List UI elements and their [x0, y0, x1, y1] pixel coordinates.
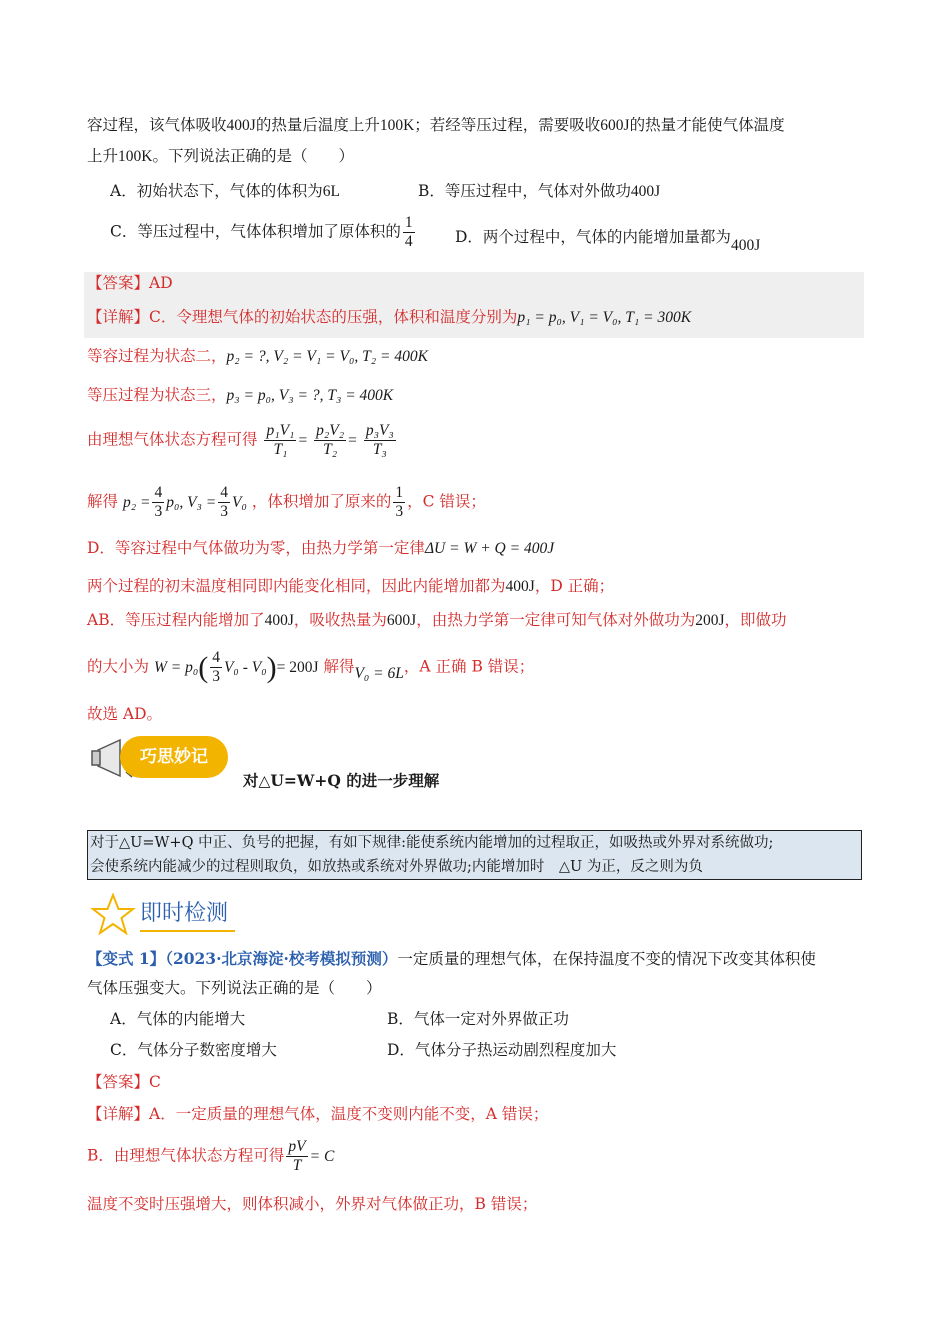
- detail-6: D．等容过程中气体做功为零，由热力学第一定律ΔU = W + Q = 400J: [87, 539, 555, 557]
- q2-detail-1: 【详解】A．一定质量的理想气体，温度不变则内能不变，A 错误；: [87, 1105, 549, 1123]
- detail-8: AB．等压过程内能增加了400J，吸收热量为600J，由热力学第一定律可知气体对外做功为200J，即做功: [87, 611, 787, 629]
- section-underline: [140, 930, 235, 932]
- q2-line-1: 【变式 1】（2023·北京海淀·校考模拟预测）一定质量的理想气体，在保持温度不变的情况下改变其体积使: [87, 949, 816, 968]
- tip-badge: 巧思妙记: [120, 736, 228, 778]
- detail-4: 由理想气体状态方程可得 $\frac{\text{p₁V₁}}{\text{T₁}}$ = $\frac{\text{p₂V₂}}{\text{T₂}}$ = $\frac{\text{p₃V₃}}{\text{T₃}}$: [87, 422, 394, 458]
- q2-option-a: A．气体的内能增大: [110, 1010, 246, 1028]
- option-b: B．等压过程中，气体对外做功400J: [418, 182, 661, 200]
- option-c: C．等压过程中，气体体积增加了原体积的 $\frac{1}{4}$: [110, 214, 413, 250]
- section-title: 即时检测: [140, 901, 229, 926]
- q2-option-d: D．气体分子热运动剧烈程度加大: [387, 1041, 617, 1059]
- answer-2: 【答案】C: [87, 1073, 161, 1091]
- question-line-2: 上升100K。下列说法正确的是（ ）: [87, 147, 354, 165]
- tip-line-1: 对于△U=W+Q 中正、负号的把握，有如下规律:能使系统内能增加的过程取正，如吸热或外界对系统做功;: [90, 835, 774, 851]
- detail-7: 两个过程的初末温度相同即内能变化相同，因此内能增加都为400J，D 正确；: [87, 577, 615, 595]
- tip-box: [87, 830, 862, 880]
- detail-1: 【详解】C．令理想气体的初始状态的压强，体积和温度分别为p₁ = p₀, V₁ = V₀, T₁ = 300K: [87, 308, 692, 326]
- q2-option-b: B．气体一定对外界做正功: [387, 1010, 569, 1028]
- detail-5: 解得 p₂ = $\frac{4}{3}$ p₀, V₃ = $\frac{4}{3}$ V₀ ，体积增加了原来的 $\frac{1}{3}$ ，C 错误；: [87, 484, 486, 520]
- detail-3: 等压过程为状态三，p₃ = p₀, V₃ = ?, T₃ = 400K: [87, 386, 394, 404]
- option-a: A．初始状态下，气体的体积为6L: [110, 182, 340, 200]
- q2-detail-3: 温度不变时压强增大，则体积减小，外界对气体做正功，B 错误；: [87, 1195, 538, 1213]
- option-d: D．两个过程中，气体的内能增加量都为400J: [455, 228, 761, 254]
- star-icon: [90, 893, 136, 937]
- detail-2: 等容过程为状态二，p₂ = ?, V₂ = V₁ = V₀, T₂ = 400K: [87, 347, 428, 365]
- q2-line-2: 气体压强变大。下列说法正确的是（ ）: [87, 979, 382, 997]
- answer-1: 【答案】AD: [87, 274, 173, 292]
- tip-line-2: 会使系统内能减少的过程则取负，如放热或系统对外界做功;内能增加时 △U 为正，反之则为负: [90, 859, 703, 875]
- tip-title: 对△U=W+Q 的进一步理解: [243, 771, 440, 790]
- q2-option-c: C．气体分子数密度增大: [110, 1041, 277, 1059]
- q2-detail-2: B．由理想气体状态方程可得 $\frac{pV}{T}$ = C: [87, 1138, 335, 1174]
- detail-10: 故选 AD。: [87, 705, 163, 723]
- detail-9: 的大小为 W = p₀( $\frac{4}{3}$ V₀ - V₀)= 200J 解得V₀ = 6L，A 正确 B 错误；: [87, 649, 535, 685]
- question-line-1: 容过程，该气体吸收400J的热量后温度上升100K；若经等压过程，需要吸收600J的热量才能使气体温度: [87, 116, 785, 134]
